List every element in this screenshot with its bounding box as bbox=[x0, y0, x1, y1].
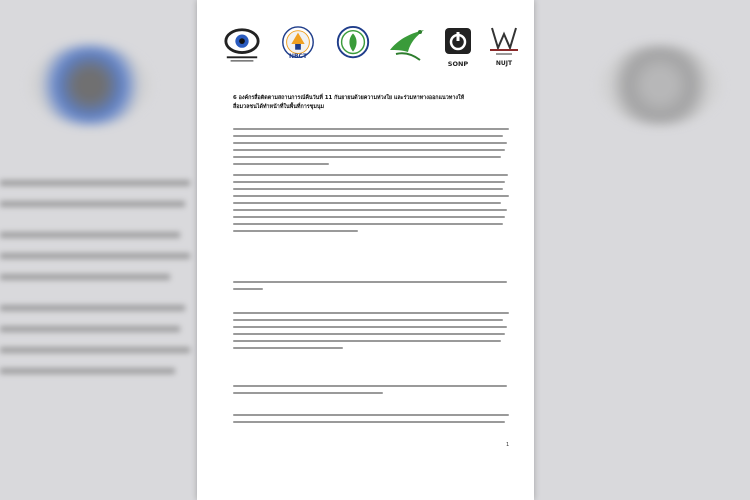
nbct-caption: NBCT bbox=[288, 53, 308, 60]
page-number: 1 bbox=[506, 442, 510, 448]
nbct-logo bbox=[279, 24, 317, 64]
paragraph-4 bbox=[233, 312, 513, 354]
bird-logo bbox=[386, 24, 428, 64]
document-title-line-2: สื่อมวลชนได้ทำหน้าที่ในพื้นที่การชุมนุม bbox=[233, 104, 325, 110]
nujt-caption: NUJT bbox=[495, 60, 513, 67]
paragraph-2 bbox=[233, 174, 513, 237]
tbja-logo bbox=[334, 24, 372, 64]
document-title-line-1: 6 องค์กรสื่อติดตามสถานการณ์คืนวันที่ 11 กันยายนด้วยความห่วงใย และร่วมหาทางออกแนวทางให้ bbox=[233, 95, 465, 101]
sonp-logo bbox=[443, 24, 473, 68]
paragraph-3 bbox=[233, 281, 513, 295]
blurred-logo-right bbox=[600, 45, 720, 125]
paragraph-6 bbox=[233, 414, 513, 428]
organization-logos bbox=[197, 24, 534, 76]
blurred-logo-left bbox=[30, 45, 150, 125]
paragraph-5 bbox=[233, 385, 513, 399]
paragraph-1 bbox=[233, 128, 513, 170]
nujt-logo bbox=[486, 24, 522, 67]
document-page bbox=[197, 0, 534, 500]
document-title bbox=[233, 94, 513, 112]
tja-logo bbox=[223, 24, 261, 64]
sonp-caption: SONP bbox=[447, 60, 469, 68]
